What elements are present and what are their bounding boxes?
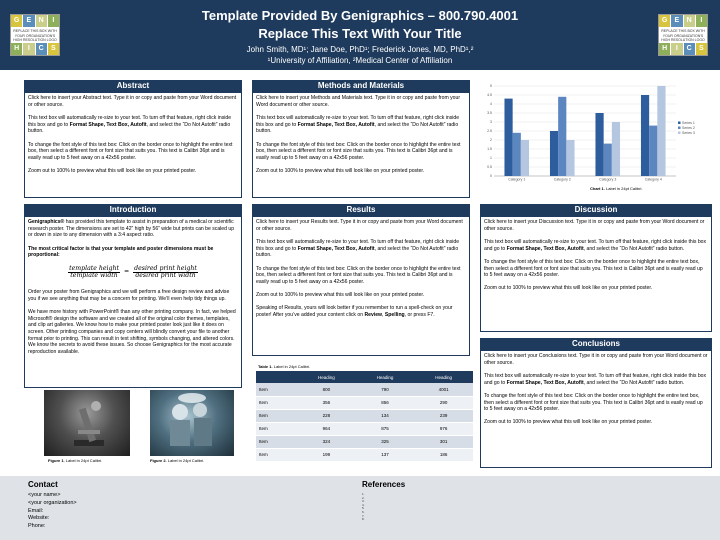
reference-item: 4. [362, 502, 365, 507]
methods-paragraph: This text box will automatically re-size to your text. To turn off that feature, right click inside this box and go to Format Shape, Text Box, Autofit, and select the “Do Not Autofit” radio button. [256, 114, 460, 135]
proportion-formula: $\frac{\text{template height}}{\text{template width}}$ = $\frac{\text{desired print height}}{\text{desired print width}}$ [69, 264, 197, 280]
conclusions-paragraph: Zoom out to 100% to preview what this will look like on your printed poster. [484, 419, 653, 426]
intro-paragraph: Order your poster from Genigraphics and we will perform a free design review and advise you if we see anything that may be a concern for printing. We’ll even help tidy things up. [28, 288, 230, 302]
poster-header [0, 0, 720, 70]
conclusions-paragraph: Click here to insert your Conclusions text. Type it in or copy and paste from your Word document or other source. [484, 353, 708, 366]
chart-bar [657, 86, 665, 176]
table-cell: 301 [414, 435, 473, 448]
microscope-illustration [44, 390, 130, 456]
results-table [256, 371, 473, 462]
author-list: John Smith, MD¹; Jane Doe, PhD¹; Frederick Jones, MD, PhD¹,² [246, 45, 474, 54]
table-cell: 199 [297, 448, 356, 461]
y-tick-label: 3.5 [487, 111, 492, 116]
logo-letter: N [36, 15, 47, 27]
table-header-cell [256, 371, 297, 383]
legend-label: Series 3 [682, 131, 695, 135]
chart-bar [521, 140, 529, 176]
reference-item: 1. [362, 492, 365, 496]
abstract-textbox[interactable] [24, 92, 242, 198]
table-row [256, 383, 473, 396]
discussion-paragraph: This text box will automatically re-size to your text. To turn off that feature, right click inside this box and go to Format Shape, Text Box, Autofit, and select the “Do Not Autofit” radio button. [484, 238, 707, 252]
results-paragraph: This text box will automatically re-size to your text. To turn off that feature, right click inside this box and go to Format Shape, Text Box, Autofit, and select the “Do Not Autofit” radio button. [256, 238, 460, 259]
results-paragraph: Zoom out to 100% to preview what this will look like on your printed poster. [256, 292, 425, 299]
poster-title-line2: Replace This Text With Your Title [258, 26, 462, 41]
figure-2-caption: Figure 2. Label in 24pt Calibri. [150, 458, 205, 463]
abstract-heading: Abstract [24, 80, 242, 92]
logo-letter: C [684, 43, 695, 55]
contact-line: Phone: [28, 523, 46, 530]
table-cell: 976 [414, 422, 473, 435]
chart-bar [595, 113, 603, 176]
reference-item: 5. [362, 506, 365, 511]
discussion-paragraph: Zoom out to 100% to preview what this will look like on your printed poster. [484, 285, 653, 292]
logo-letter: E [23, 15, 34, 27]
abstract-paragraph: Zoom out to 100% to preview what this will look like on your printed poster. [28, 168, 197, 175]
bar-chart [480, 80, 712, 198]
table-row [256, 448, 473, 461]
x-tick-label: Category 1 [508, 177, 526, 182]
discussion-heading: Discussion [480, 204, 712, 216]
introduction-heading: Introduction [24, 204, 242, 216]
reference-item: 2. [362, 495, 365, 500]
y-tick-label: 2 [490, 138, 492, 143]
figure-1-caption: Figure 1. Label in 24pt Calibri. [48, 458, 103, 463]
logo-text: REPLACE THIS BOX WITH YOUR ORGANIZATION'S HIGH RESOLUTION LOGO [13, 29, 57, 42]
chart-bar [612, 122, 620, 176]
intro-paragraph: We have more history with PowerPoint® than any other printing company. In fact, we helped Microsoft® design the software and we created all of the original color themes, templates, and clip art galleries. We know how to make your printed poster look just like it does on screen. Other printing companies and copy centers will blindly convert your file to another format prior to printing. This can result in text shifting, symbols changing, and altered colors. We know the secrets to avoid these issues. So choose Genigraphics for the most accurate reproduction available. [28, 308, 236, 356]
table-row [256, 435, 473, 448]
logo-letter: S [696, 43, 707, 55]
logo-letter: N [684, 15, 695, 27]
contact-line: Website: [28, 515, 50, 522]
chart-caption: Chart 1. Label in 24pt Calibri. [590, 186, 643, 191]
poster-title-line1: Template Provided By Genigraphics – 800.790.4001 [201, 8, 519, 23]
legend-swatch [678, 122, 681, 125]
table-cell: 186 [414, 448, 473, 461]
chart-bar [513, 133, 521, 176]
logo-letter: E [671, 15, 682, 27]
table-row [256, 422, 473, 435]
logo-placeholder-right [658, 14, 708, 56]
logo-letter: H [11, 43, 22, 55]
abstract-paragraph: This text box will automatically re-size to your text. To turn off that feature, right click inside this box and go to Format Shape, Text Box, Autofit, and select the “Do Not Autofit” radio button. [28, 114, 232, 135]
abstract-paragraph: To change the font style of this text box: Click on the border once to highlight the entire text box, then select a different font or font size that suits you. This text is Calibri 36pt and is easily read up to 5 feet away on a 42x56 poster. [28, 141, 233, 161]
y-tick-label: 2.5 [487, 129, 492, 134]
table-header-cell: Heading [414, 371, 473, 383]
table-cell: 875 [356, 422, 415, 435]
contact-block[interactable] [28, 492, 77, 531]
results-heading: Results [252, 204, 470, 216]
legend-label: Series 2 [682, 126, 695, 130]
reference-item: 6. [362, 509, 365, 514]
contact-heading: Contact [28, 480, 58, 489]
discussion-textbox[interactable] [480, 216, 712, 332]
logo-letter: I [48, 15, 59, 27]
x-tick-label: Category 3 [599, 177, 617, 182]
table-cell: 790 [356, 383, 415, 396]
table-cell: Item [256, 383, 297, 396]
intro-paragraph: The most critical factor is that your template and poster dimensions must be proportional: [28, 245, 214, 259]
logo-letter: S [48, 43, 59, 55]
legend-swatch [678, 127, 681, 130]
table-cell: 324 [297, 435, 356, 448]
results-paragraph: To change the font style of this text box: Click on the border once to highlight the entire text box, then select a different font or font size that suits you. This text is Calibri 36pt and is easily read up to 5 feet away on a 42x56 poster. [256, 265, 461, 285]
table-cell: 856 [356, 396, 415, 409]
figure-2-image [150, 390, 234, 456]
logo-letter: I [23, 43, 34, 55]
table-header-cell: Heading [356, 371, 415, 383]
table-header-cell: Heading [297, 371, 356, 383]
table-cell: 134 [356, 409, 415, 422]
y-tick-label: 3 [490, 120, 492, 125]
conclusions-paragraph: To change the font style of this text box: Click on the border once to highlight the entire text box, then select a different font or font size that suits you. This text is Calibri 36pt and is easily read up to 5 feet away on a 42x56 poster. [484, 392, 703, 413]
reference-item: 8. [362, 517, 365, 522]
table-cell: Item [256, 448, 297, 461]
table-cell: 239 [414, 409, 473, 422]
reference-item: 3. [362, 499, 365, 504]
logo-text: REPLACE THIS BOX WITH YOUR ORGANIZATION'S HIGH RESOLUTION LOGO [661, 29, 705, 42]
x-tick-label: Category 2 [553, 177, 571, 182]
chart-bar [504, 99, 512, 176]
logo-placeholder-left [10, 14, 60, 56]
table-cell: Item [256, 409, 297, 422]
chart-bar [649, 126, 657, 176]
methods-paragraph: Click here to insert your Methods and Materials text. Type it in or copy and paste from your Word document or other source. [256, 95, 461, 108]
y-tick-label: 0 [490, 174, 492, 179]
results-textbox[interactable] [252, 216, 470, 356]
table-cell: 325 [356, 435, 415, 448]
y-tick-label: 1 [490, 156, 492, 161]
legend-swatch [678, 132, 681, 135]
table-header-row [256, 371, 473, 383]
table-cell: 228 [297, 409, 356, 422]
methods-heading: Methods and Materials [252, 80, 470, 92]
y-tick-label: 1.5 [487, 147, 492, 152]
table-cell: 356 [297, 396, 356, 409]
reference-item: 7. [362, 513, 365, 518]
y-tick-label: 0.5 [487, 165, 492, 170]
table-cell: Item [256, 422, 297, 435]
discussion-paragraph: To change the font style of this text box: Click on the border once to highlight the entire text box, then select a different font or font size that suits you. This text is Calibri 36pt and is easily read up to 5 feet away on a 42x56 poster. [484, 258, 703, 279]
table-cell: 800 [297, 383, 356, 396]
logo-letter: I [671, 43, 682, 55]
abstract-paragraph: Click here to insert your Abstract text. Type it in or copy and paste from your Word document or other source. [28, 95, 237, 108]
chart-bar [604, 144, 612, 176]
surgery-illustration [150, 390, 234, 456]
contact-line: Email: [28, 507, 44, 514]
intro-paragraph: Genigraphics® has provided this template to assist in preparation of a medical or scientific research poster. The dimensions are set to 42” high by 56” wide but prints can be scaled up or down in size to any dimension with a 3:4 aspect ratio. [28, 219, 235, 239]
methods-paragraph: To change the font style of this text box: Click on the border once to highlight the entire text box, then select a different font or font size that suits you. This text is Calibri 36pt and is easily read up to 5 feet away on a 42x56 poster. [256, 141, 461, 161]
table-cell: Item [256, 435, 297, 448]
contact-line: <your organization> [28, 499, 77, 506]
references-heading: References [362, 480, 406, 489]
methods-paragraph: Zoom out to 100% to preview what this will look like on your printed poster. [256, 168, 425, 175]
table-cell: 290 [414, 396, 473, 409]
contact-line: <your name> [28, 492, 61, 498]
logo-letter: G [11, 15, 22, 27]
chart-bar [641, 95, 649, 176]
conclusions-textbox[interactable] [480, 350, 712, 468]
logo-letter: H [659, 43, 670, 55]
table-row [256, 396, 473, 409]
methods-textbox[interactable] [252, 92, 470, 198]
chart-bar [550, 131, 558, 176]
results-paragraph: Click here to insert your Results text. Type it in or copy and paste from your Word document or other source. [256, 219, 463, 232]
poster-authors [70, 44, 650, 66]
y-tick-label: 4.5 [487, 93, 492, 98]
logo-letter: C [36, 43, 47, 55]
logo-letter: G [659, 15, 670, 27]
logo-letter: I [696, 15, 707, 27]
table-cell: 4001 [414, 383, 473, 396]
table-cell: 137 [356, 448, 415, 461]
chart-bar [558, 97, 566, 176]
figure-1-image [44, 390, 130, 456]
y-tick-label: 5 [490, 84, 492, 89]
conclusions-paragraph: This text box will automatically re-size to your text. To turn off that feature, right click inside this box and go to Format Shape, Text Box, Autofit, and select the “Do Not Autofit” radio button. [484, 372, 707, 386]
y-tick-label: 4 [490, 102, 492, 107]
references-list[interactable] [362, 493, 365, 522]
discussion-paragraph: Click here to insert your Discussion text. Type it in or copy and paste from your Word document or other source. [484, 219, 705, 232]
poster-footer [0, 476, 720, 540]
table-caption: Table 1. Label in 24pt Calibri. [258, 364, 311, 369]
chart-bar [566, 140, 574, 176]
introduction-textbox[interactable] [24, 216, 242, 388]
table-row [256, 409, 473, 422]
table-cell: Item [256, 396, 297, 409]
x-tick-label: Category 4 [644, 177, 662, 182]
affiliation-list: ¹University of Affiliation, ²Medical Center of Affiliation [267, 56, 453, 65]
legend-label: Series 1 [682, 121, 695, 125]
table-cell: 964 [297, 422, 356, 435]
results-paragraph: Speaking of Results, yours will look better if you remember to run a spell-check on your poster! After you’ve added your content click on Review, Spelling, or press F7. [256, 305, 453, 319]
conclusions-heading: Conclusions [480, 338, 712, 350]
